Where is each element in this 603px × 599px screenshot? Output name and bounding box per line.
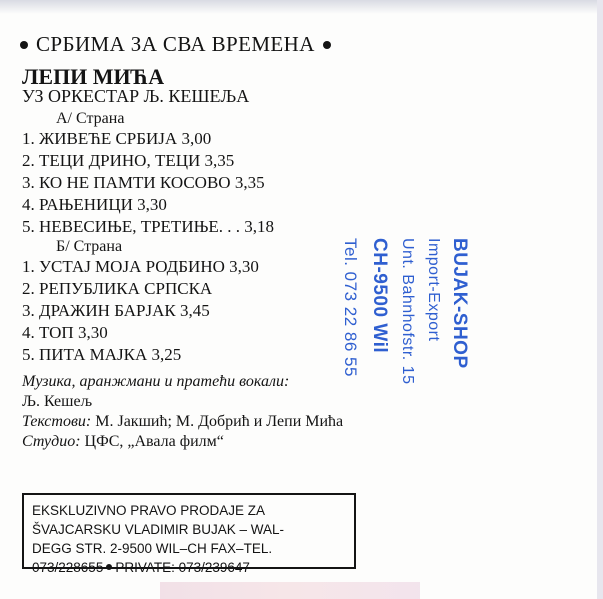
track-b-1: 1. УСТАЈ МОЈА РОДБИНО 3,30 [22,257,259,276]
bottom-bleed-through [160,582,420,599]
stamp-line-3: Unt. Bahnhofstr. 15 [399,238,416,385]
orchestra-credit: УЗ ОРКЕСТАР Љ. КЕШЕЉА [22,86,250,106]
side-b-label: Б/ Страна [56,238,123,255]
track-b-2: 2. РЕПУБЛИКА СРПСКА [22,279,213,298]
lyrics-credit-value: М. Јакшић; М. Добрић и Лепи Мића [95,413,344,430]
stamp-line-1: BUJAK-SHOP [449,238,470,369]
track-b-3: 3. ДРАЖИН БАРЈАК 3,45 [22,301,210,320]
shop-stamp [288,238,478,428]
music-credit-label [22,373,289,391]
track-b-5: 5. ПИТА МАЈКА 3,25 [22,345,182,364]
stamp-line-4: CH-9500 Wil [369,238,390,354]
notice-line-2: ŠVAJCARSKU VLADIMIR BUJAK – WAL- [32,522,285,537]
track-a-5: 5. НЕВЕСИЊЕ, ТРЕТИЊЕ. . . 3,18 [22,217,275,236]
bullet-icon [20,41,28,49]
music-credit-label-text: Музика, аранжмани и пратећи вокали: [22,373,290,390]
top-edge-bleed [0,0,603,14]
notice-line-1: EKSKLUZIVNO PRAVO PRODAJE ZA [32,503,266,518]
bullet-icon [106,564,112,570]
studio-credit-label: Студио: [22,433,81,450]
track-a-4: 4. РАЊЕНИЦИ 3,30 [22,195,167,214]
notice-fax: 073/228655 [32,560,104,575]
lyrics-credit-label: Текстови: [22,413,92,430]
music-credit-value: Љ. Кешељ [22,393,93,410]
studio-credit [22,433,224,451]
side-a-label: А/ Страна [56,110,125,127]
track-a-1: 1. ЖИВЕЋЕ СРБИЈА 3,00 [22,129,212,148]
track-a-2: 2. ТЕЦИ ДРИНО, ТЕЦИ 3,35 [22,151,235,170]
distribution-notice [22,493,356,575]
notice-private-phone: PRIVATE: 073/239647 [115,560,250,575]
stamp-line-5: Tel. 073 22 86 55 [341,238,360,377]
studio-credit-value: ЦФС, „Авала филм“ [84,433,224,450]
artist-name: ЛЕПИ МИЋА [22,64,165,89]
notice-line-4 [32,558,346,577]
bullet-icon [323,41,331,49]
album-title-text: СРБИМА ЗА СВА ВРЕМЕНА [36,32,315,56]
right-edge-shadow [597,0,603,599]
track-b-4: 4. ТОП 3,30 [22,323,108,342]
stamp-line-2: Import-Export [425,238,442,342]
track-a-3: 3. КО НЕ ПАМТИ КОСОВО 3,35 [22,173,265,192]
notice-line-3: DEGG STR. 2-9500 WIL–CH FAX–TEL. [32,541,273,556]
album-title [20,32,331,57]
